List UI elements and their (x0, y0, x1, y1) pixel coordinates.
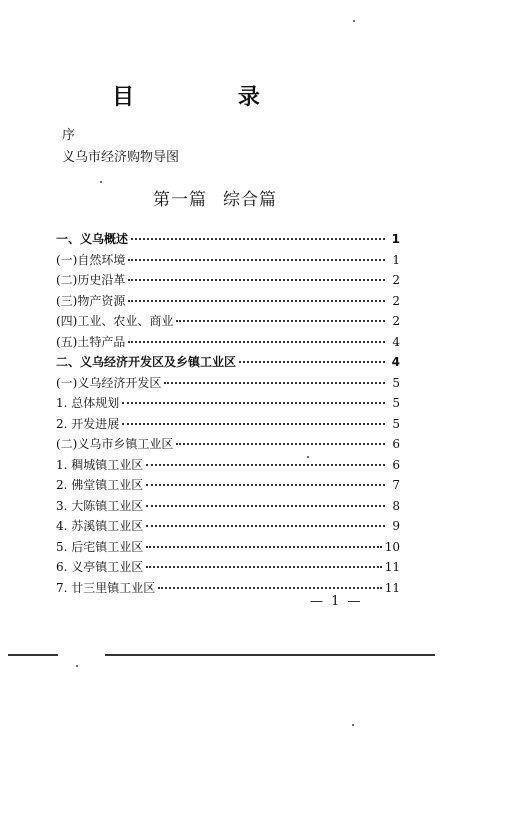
toc-leader-dots (239, 361, 385, 363)
toc-entry (56, 538, 400, 559)
toc-entry-page: 5 (392, 416, 400, 431)
map-entry: 义乌市经济购物导图 (62, 150, 180, 165)
toc-entry-page: 2 (392, 273, 400, 287)
toc-entry-label: (二)义乌市乡镇工业区 (56, 437, 174, 451)
toc-entry-page: 11 (384, 580, 400, 595)
toc-leader-dots (146, 484, 385, 486)
toc-entry (56, 435, 400, 456)
toc-leader-dots (146, 505, 385, 507)
toc-entry-page: 6 (392, 437, 400, 451)
toc-entry (56, 230, 400, 251)
toc-entry-label: 4. 苏溪镇工业区 (56, 519, 144, 533)
toc-leader-dots (128, 259, 385, 261)
preface-entry: 序 (62, 128, 76, 143)
toc-leader-dots (176, 443, 385, 445)
toc-entry-label: 6. 义亭镇工业区 (56, 560, 144, 574)
toc-entry-label: 7. 廿三里镇工业区 (56, 580, 156, 595)
scan-speck (352, 724, 354, 726)
scan-speck (100, 181, 102, 183)
toc-entry-label: (三)物产资源 (56, 293, 126, 308)
toc-entry-page: 8 (392, 498, 400, 513)
toc-entry (56, 292, 400, 313)
toc-entry-label: (一)义乌经济开发区 (56, 375, 162, 390)
toc-entry (56, 517, 400, 538)
toc-entry-page: 1 (391, 232, 400, 246)
toc-leader-dots (146, 546, 381, 548)
toc-entry-page: 4 (392, 334, 400, 349)
table-of-contents (56, 230, 400, 599)
toc-leader-dots (164, 382, 385, 384)
toc-leader-dots (146, 525, 385, 527)
toc-entry-page: 4 (391, 355, 400, 369)
toc-leader-dots (176, 320, 385, 322)
toc-entry-label: 1. 稠城镇工业区 (56, 457, 144, 472)
toc-entry-page: 9 (392, 519, 400, 533)
toc-entry (56, 312, 400, 333)
toc-entry (56, 476, 400, 497)
toc-entry-label: 1. 总体规划 (56, 396, 120, 410)
toc-entry (56, 374, 400, 395)
toc-entry-page: 2 (392, 293, 400, 308)
toc-entry-page: 6 (392, 457, 400, 472)
scan-speck (307, 456, 309, 458)
toc-leader-dots (122, 423, 385, 425)
toc-entry (56, 558, 400, 579)
toc-entry-label: 二、义乌经济开发区及乡镇工业区 (56, 355, 237, 369)
toc-leader-dots (146, 566, 381, 568)
page-title: 目 录 (112, 85, 308, 110)
toc-entry-label: 3. 大陈镇工业区 (56, 498, 144, 513)
toc-entry-page: 1 (392, 252, 400, 267)
toc-entry (56, 456, 400, 477)
toc-leader-dots (158, 587, 381, 589)
toc-entry-label: 一、义乌概述 (56, 232, 129, 246)
toc-entry-page: 10 (384, 539, 400, 554)
toc-leader-dots (146, 464, 385, 466)
toc-leader-dots (128, 300, 385, 302)
part-heading (0, 185, 430, 210)
toc-entry-label: (四)工业、农业、商业 (56, 314, 174, 328)
toc-entry-page: 11 (384, 560, 400, 574)
part-name: 综合篇 (223, 190, 277, 210)
toc-leader-dots (131, 238, 385, 240)
toc-leader-dots (128, 341, 385, 343)
scan-speck (76, 665, 78, 667)
scan-edge-line (8, 654, 58, 656)
toc-entry (56, 271, 400, 292)
toc-entry-page: 5 (392, 375, 400, 390)
toc-entry-page: 2 (392, 314, 400, 328)
part-number: 第一篇 (153, 190, 207, 210)
toc-leader-dots (128, 279, 385, 281)
toc-entry-label: 2. 开发进展 (56, 416, 120, 431)
toc-entry (56, 415, 400, 436)
scan-speck (353, 20, 355, 22)
toc-entry (56, 333, 400, 354)
toc-entry-page: 5 (392, 396, 400, 410)
page-number: — 1 — (310, 594, 363, 609)
toc-entry-label: 2. 佛堂镇工业区 (56, 478, 144, 492)
toc-entry (56, 394, 400, 415)
toc-entry (56, 497, 400, 518)
toc-entry-page: 7 (392, 478, 400, 492)
toc-entry-label: (五)土特产品 (56, 334, 126, 349)
toc-entry-label: (二)历史沿革 (56, 273, 126, 287)
toc-entry-label: (一)自然环境 (56, 252, 126, 267)
toc-leader-dots (122, 402, 385, 404)
toc-entry (56, 353, 400, 374)
toc-entry (56, 251, 400, 272)
scan-edge-line-long (105, 654, 435, 656)
toc-entry-label: 5. 后宅镇工业区 (56, 539, 144, 554)
